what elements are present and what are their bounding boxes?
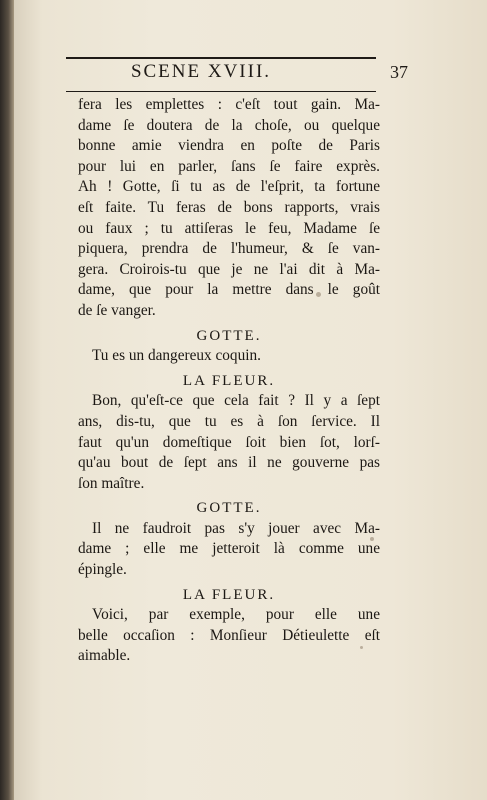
speaker-name: GOTTE. [196, 327, 262, 344]
text-line: eſt faite. Tu feras de bons rapports, vrais [78, 198, 380, 216]
text-line: pour lui en parler, ſans ſe faire exprès. [78, 157, 380, 175]
text-line: Il ne faudroit pas s'y jouer avec Ma- [92, 519, 380, 537]
book-page [14, 0, 487, 800]
text-line: ou faux ; tu attiſeras le feu, Madame ſe [78, 219, 380, 237]
text-line: Bon, qu'eſt-ce que cela fait ? Il y a ſept [92, 392, 380, 410]
speaker-name: LA FLEUR. [182, 586, 276, 603]
speech-1 [78, 346, 380, 367]
foxing-spot [360, 646, 363, 649]
text-line: ſon maître. [78, 474, 145, 492]
text-line: dame, que pour la mettre dans le goût [78, 281, 380, 299]
text-line: de ſe vanger. [78, 301, 156, 319]
text-line: fera les emplettes : c'eſt tout gain. Ma- [78, 96, 380, 113]
speech-2 [78, 391, 380, 494]
page-header [66, 61, 408, 89]
running-head: SCENE XVIII. [130, 61, 272, 82]
text-line: faut qu'un domeſtique ſoit bien ſot, lorſ- [78, 433, 380, 451]
text-line: dame ſe doutera de la choſe, ou quelque [78, 116, 380, 134]
book-gutter-shadow [0, 0, 14, 800]
text-line: bonne amie viendra en poſte de Paris [78, 137, 380, 155]
header-rule-top [66, 57, 376, 59]
page-text [78, 95, 380, 667]
text-line: aimable. [78, 647, 131, 665]
foxing-spot [370, 537, 374, 541]
text-line: dame ; elle me jetteroit là comme une [78, 540, 380, 558]
text-line: belle occaſion : Monſieur Détieulette eſt [78, 626, 380, 644]
header-rule-bottom [66, 91, 376, 92]
speech-4 [78, 605, 380, 667]
speaker-name: LA FLEUR. [182, 372, 276, 389]
text-line: ans, dis-tu, que tu es à ſon ſervice. Il [78, 412, 380, 430]
foxing-spot [316, 292, 321, 297]
text-line: qu'au bout de ſept ans il ne gouverne pas [78, 454, 380, 472]
text-line: piquera, prendra de l'humeur, & ſe van- [78, 240, 380, 258]
text-line: Tu es un dangereux coquin. [92, 347, 261, 365]
paragraph-1 [78, 95, 380, 322]
text-line: épingle. [78, 561, 127, 579]
text-line: Voici, par exemple, pour elle une [92, 606, 380, 624]
page-number: 37 [390, 62, 408, 82]
text-line: gera. Croirois-tu que je ne l'ai dit à Ma- [78, 260, 380, 278]
text-line: Ah ! Gotte, ſi tu as de l'eſprit, ta fortune [78, 178, 380, 196]
speech-3 [78, 519, 380, 581]
speaker-name: GOTTE. [196, 500, 262, 517]
